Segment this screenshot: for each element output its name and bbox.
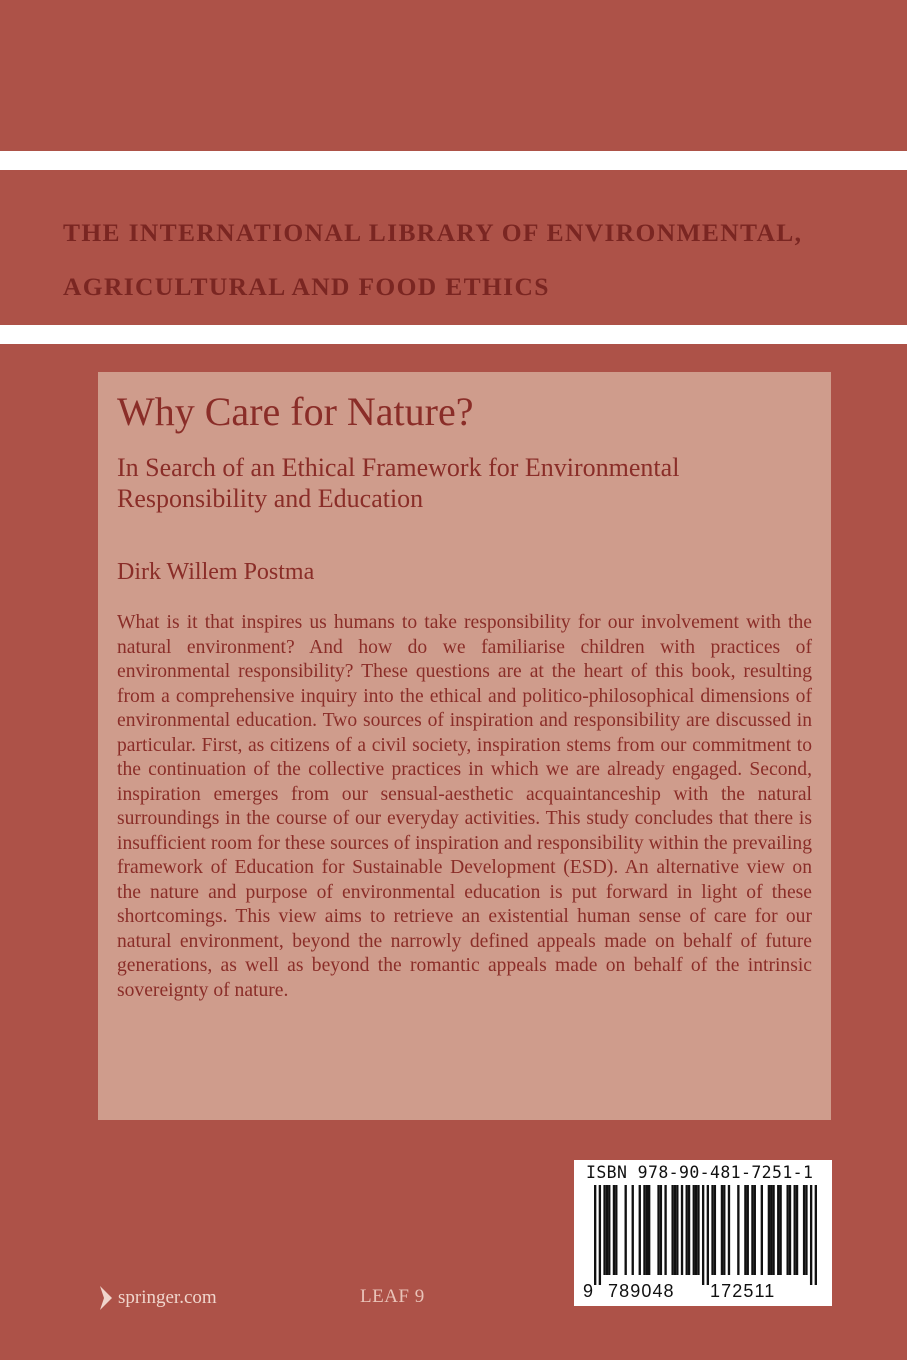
barcode-bar	[751, 1185, 753, 1275]
barcode-bar	[674, 1185, 676, 1275]
series-title	[63, 206, 883, 314]
barcode-bar	[803, 1185, 805, 1275]
barcode-bar	[779, 1185, 781, 1275]
top-white-stripe	[0, 151, 907, 170]
barcode-bar	[810, 1185, 812, 1285]
barcode-bar	[671, 1185, 673, 1275]
barcode-bar	[625, 1185, 627, 1275]
book-subtitle: In Search of an Ethical Framework for Environmental Responsibility and Education	[117, 453, 680, 513]
barcode-bar	[646, 1185, 648, 1275]
barcode-label	[574, 1160, 832, 1306]
barcode-bar	[737, 1185, 739, 1275]
barcode-bar	[770, 1185, 772, 1275]
barcode-bar	[796, 1185, 798, 1275]
bottom-white-stripe	[0, 325, 907, 344]
book-title: Why Care for Nature?	[117, 389, 474, 434]
barcode-bar	[768, 1185, 770, 1275]
publisher-link[interactable]	[98, 1283, 217, 1313]
barcode-bar	[786, 1185, 788, 1275]
barcode-bar	[681, 1185, 683, 1275]
barcode-digits-left: 789048	[608, 1281, 675, 1301]
barcode-bar	[599, 1185, 601, 1285]
barcode-bar	[632, 1185, 634, 1275]
barcode-bar	[695, 1185, 697, 1275]
barcode-bar	[754, 1185, 756, 1275]
barcode-bar	[697, 1185, 699, 1275]
barcode-bar	[723, 1185, 725, 1275]
barcode-bar	[777, 1185, 779, 1275]
barcode-bar	[772, 1185, 774, 1275]
barcode-bar	[711, 1185, 713, 1275]
barcode-bar	[643, 1185, 645, 1275]
barcode-bar	[639, 1185, 641, 1275]
barcode-bar	[603, 1185, 605, 1275]
book-blurb: What is it that inspires us humans to take responsibility for our involvement with the natural environment? And how do we familiarise children with practices of environmental responsibility? These questions are at the heart of this book, resulting from a comprehensive inquiry into the ethical and politico-philosophical dimensions of environmental education. Two sources of inspiration and responsibility are discussed in particular. First, as citizens of a civil society, inspiration stems from our commitment to the continuation of the collective practices in which we are already engaged. Second, inspiration emerges from our sensual-aesthetic acquaintanceship with the natural surroundings in the course of our everyday activities. This study concludes that there is insufficient room for these sources of inspiration and responsibility within the prevailing framework of Education for Sustainable Development (ESD). An alternative view on the nature and purpose of environmental education is put forward in light of these shortcomings. This view aims to retrieve an existential human sense of care for our natural environment, beyond the narrowly defined appeals made on behalf of future generations, as well as beyond the romantic appeals made on behalf of the intrinsic sovereignty of nature.	[117, 612, 812, 1001]
barcode-bar	[761, 1185, 763, 1275]
barcode-bar	[721, 1185, 723, 1275]
barcode-bar	[744, 1185, 746, 1275]
barcode-bar	[714, 1185, 716, 1275]
barcode-bar	[815, 1185, 817, 1285]
barcode-bar	[613, 1185, 615, 1275]
barcode-bar	[805, 1185, 807, 1275]
barcode-bar	[789, 1185, 791, 1275]
barcode-bar	[702, 1185, 704, 1285]
barcode-bar	[688, 1185, 690, 1275]
barcode-bar	[594, 1185, 596, 1285]
leaf-code: LEAF 9	[360, 1286, 425, 1307]
barcode-bar	[747, 1185, 749, 1275]
barcode-digits-right: 172511	[710, 1281, 776, 1301]
series-title-line-2: AGRICULTURAL AND FOOD ETHICS	[63, 272, 550, 301]
barcode-bar	[676, 1185, 678, 1275]
barcode-bar	[648, 1185, 650, 1275]
publisher-url[interactable]: springer.com	[118, 1287, 217, 1308]
book-author: Dirk Willem Postma	[117, 559, 315, 585]
barcode-bar	[693, 1185, 695, 1275]
barcode-bar	[728, 1185, 730, 1275]
barcode-bar	[615, 1185, 617, 1275]
isbn-text: ISBN 978-90-481-7251-1	[586, 1163, 814, 1182]
barcode-bar	[657, 1185, 659, 1275]
barcode-digit-first: 9	[583, 1281, 595, 1301]
description-panel	[98, 372, 831, 1120]
barcode-bar	[707, 1185, 709, 1285]
barcode-bar	[606, 1185, 608, 1275]
series-title-line-1: THE INTERNATIONAL LIBRARY OF ENVIRONMENTAL,	[63, 218, 803, 247]
barcode-bar	[608, 1185, 610, 1275]
barcode-bar	[660, 1185, 662, 1275]
barcode-bar	[794, 1185, 796, 1275]
barcode-bars	[594, 1185, 817, 1285]
barcode-bar	[686, 1185, 688, 1275]
barcode-bar	[664, 1185, 666, 1275]
chevron-right-icon	[98, 1285, 114, 1311]
